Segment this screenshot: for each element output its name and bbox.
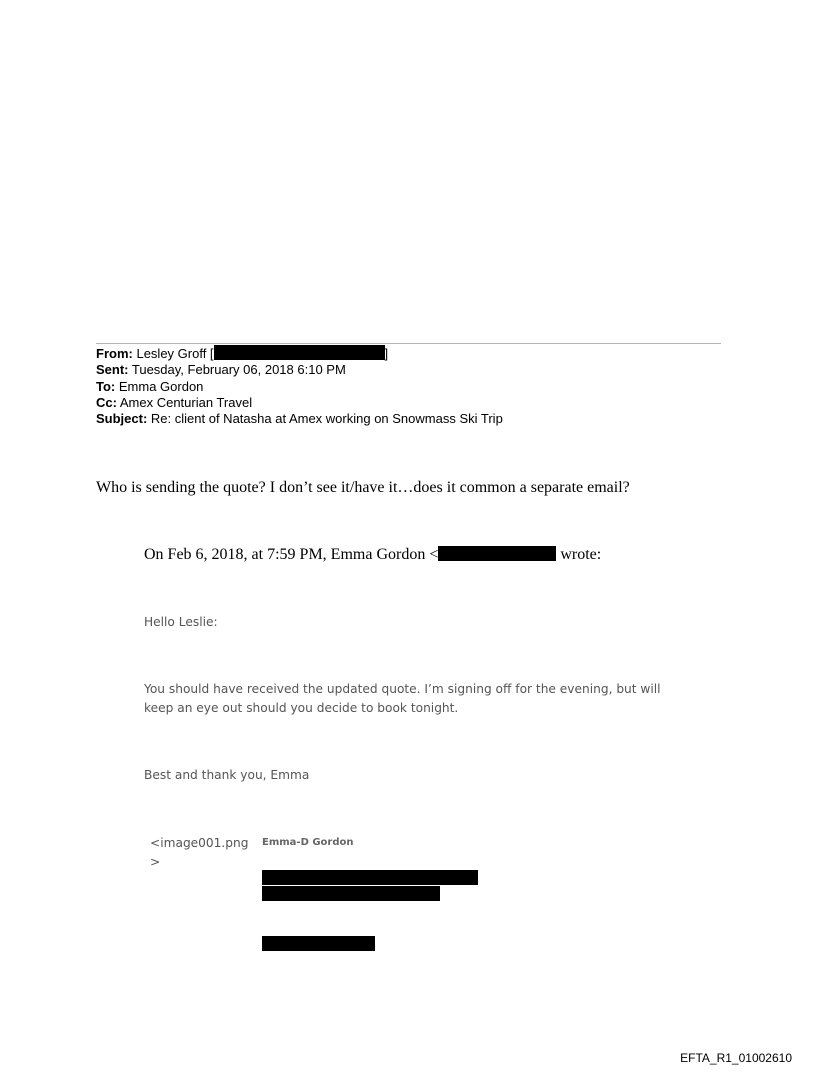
- to-line: [96, 379, 503, 395]
- image-placeholder-line-1: <image001.png: [150, 836, 249, 850]
- image-placeholder-line-2: >: [150, 855, 161, 869]
- quote-intro-prefix: On Feb 6, 2018, at 7:59 PM, Emma Gordon <: [144, 546, 439, 563]
- from-value: Lesley Groff [: [136, 346, 214, 361]
- header-divider: [96, 343, 721, 344]
- redacted-email: [438, 546, 556, 561]
- cc-label: Cc:: [96, 394, 117, 410]
- quote-intro-suffix: wrote:: [560, 546, 602, 563]
- image-placeholder: [150, 834, 249, 872]
- email-header: [96, 345, 503, 427]
- redacted-signature-line-1: [262, 870, 478, 885]
- sent-value: Tuesday, February 06, 2018 6:10 PM: [131, 362, 346, 378]
- reply-text: Who is sending the quote? I don’t see it/have it…does it common a separate email?: [96, 479, 630, 496]
- subject-label: Subject:: [96, 411, 148, 427]
- redacted-signature-line-2: [262, 886, 440, 901]
- from-label: From:: [96, 346, 133, 361]
- signature-name: Emma-D Gordon: [262, 837, 354, 848]
- document-id: EFTA_R1_01002610: [680, 1051, 792, 1065]
- redacted-signature-line-3: [262, 936, 375, 951]
- cc-value: Amex Centurian Travel: [119, 394, 253, 410]
- subject-line: [96, 411, 503, 427]
- message-line-1: You should have received the updated quote. I’m signing off for the evening, but will: [144, 682, 661, 696]
- cc-line: [96, 395, 503, 411]
- from-close-bracket: ]: [384, 346, 389, 361]
- message-body: [144, 680, 661, 718]
- greeting: Hello Leslie:: [144, 615, 218, 629]
- sent-line: [96, 362, 503, 378]
- message-line-2: keep an eye out should you decide to book tonight.: [144, 701, 459, 715]
- closing: Best and thank you, Emma: [144, 768, 310, 782]
- to-value: Emma Gordon: [118, 378, 204, 394]
- sent-label: Sent:: [96, 362, 129, 378]
- from-line: [96, 345, 503, 362]
- subject-value: Re: client of Natasha at Amex working on Snowmass Ski Trip: [150, 411, 503, 427]
- to-label: To:: [96, 378, 116, 394]
- redacted-email: [214, 345, 385, 360]
- quote-intro: [144, 546, 601, 564]
